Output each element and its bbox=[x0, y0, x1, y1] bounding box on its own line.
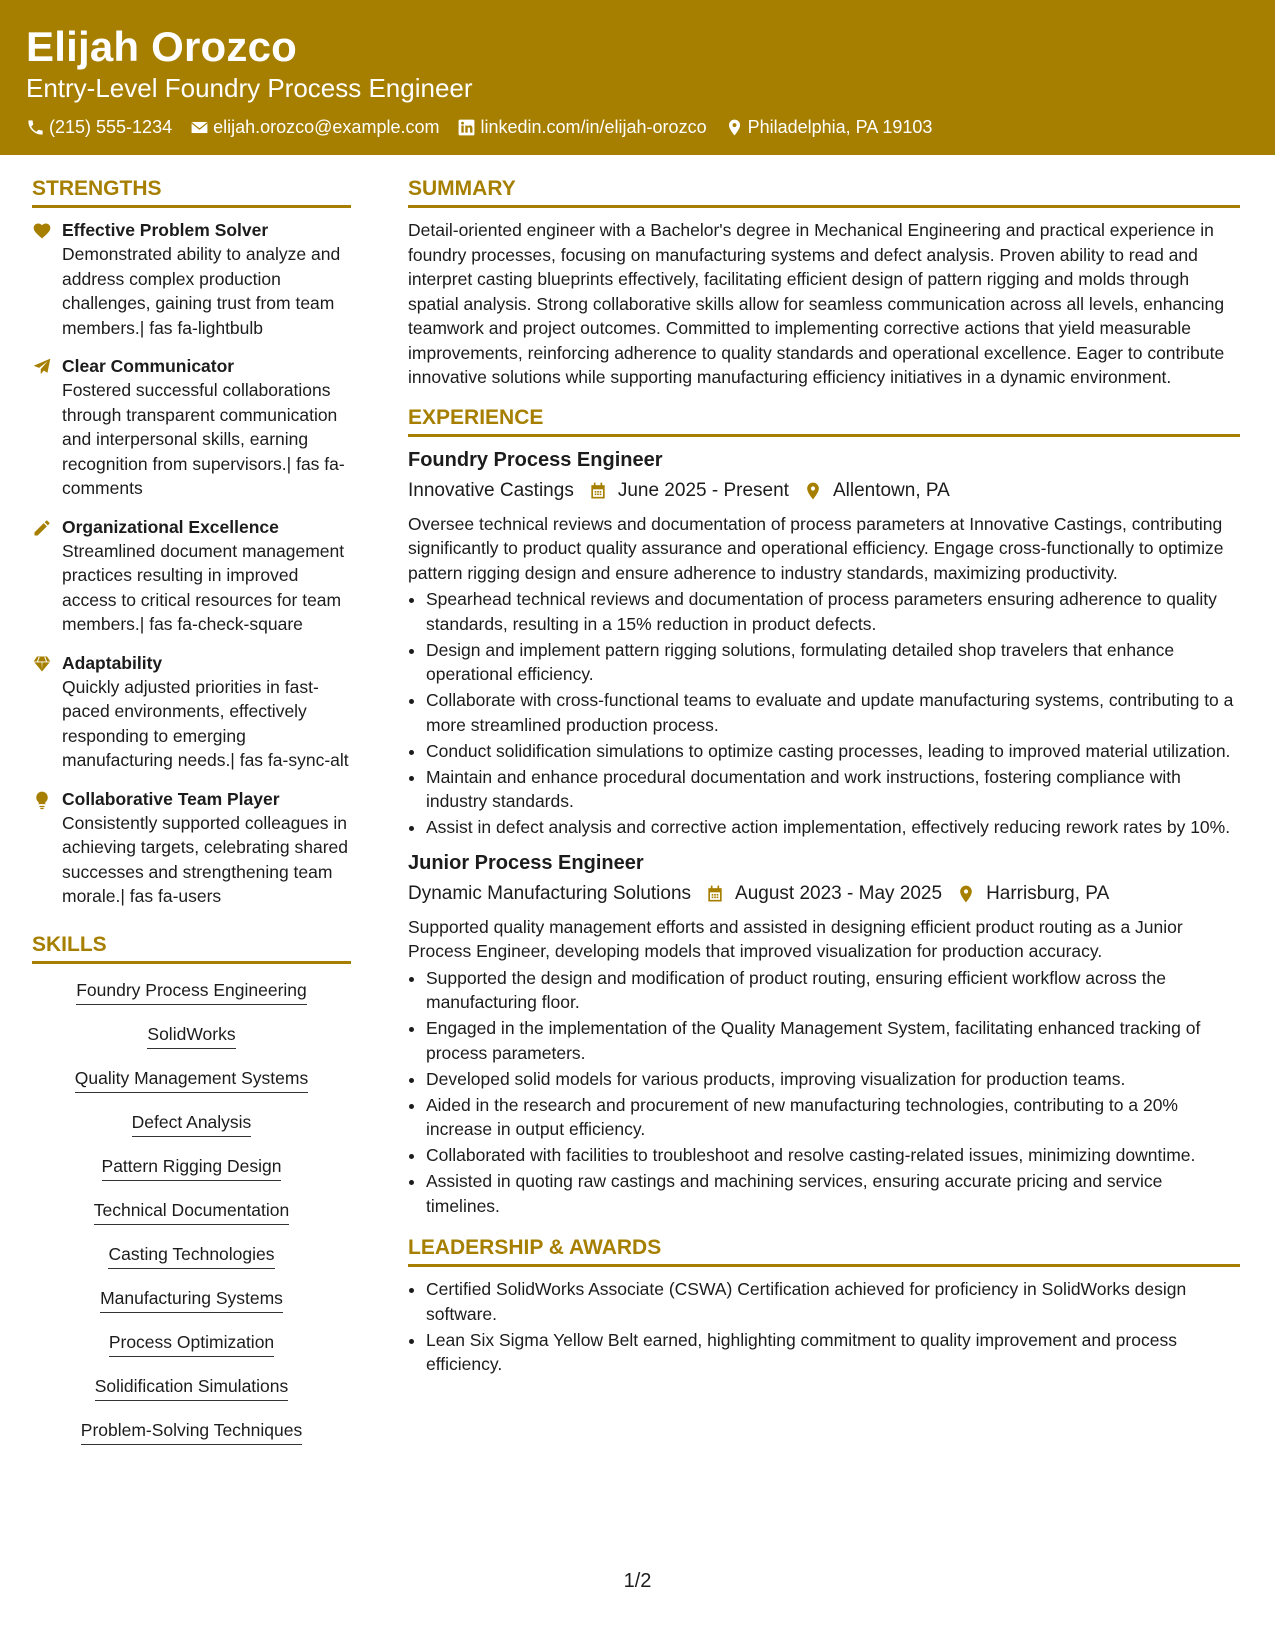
job-bullet: • Supported the design and modification of product routing, ensuring efficient workflow across the manufacturing floor. bbox=[426, 966, 1240, 1015]
skill-tag: Pattern Rigging Design bbox=[102, 1154, 282, 1181]
strength-item bbox=[32, 354, 351, 501]
awards-heading: LEADERSHIP & AWARDS bbox=[408, 1234, 1240, 1267]
job-entry bbox=[408, 447, 1240, 840]
skill-tag: Quality Management Systems bbox=[75, 1066, 308, 1093]
job-meta bbox=[408, 476, 1240, 506]
job-meta bbox=[408, 879, 1240, 909]
lightbulb-icon bbox=[32, 787, 62, 909]
job-bullets bbox=[408, 587, 1240, 840]
strength-item bbox=[32, 218, 351, 340]
strength-name: Collaborative Team Player bbox=[62, 788, 280, 809]
award-item: • Certified SolidWorks Associate (CSWA) Certification achieved for proficiency in SolidWorks design software. bbox=[426, 1277, 1240, 1326]
heart-icon bbox=[32, 218, 62, 340]
skill-tag: Foundry Process Engineering bbox=[76, 978, 307, 1005]
job-bullet: • Conduct solidification simulations to optimize casting processes, leading to improved material utilization. bbox=[426, 739, 1240, 764]
job-location: Harrisburg, PA bbox=[986, 882, 1110, 904]
left-column bbox=[32, 175, 351, 1462]
job-description: Oversee technical reviews and documentation of process parameters at Innovative Castings, contributing significantly to product quality assurance and operational efficiency. Engage cross-functionally to optimize pattern rigging design and ensure adherence to industry standards, maximizing productivity. bbox=[408, 513, 1224, 583]
job-company: Innovative Castings bbox=[408, 479, 574, 501]
skill-tag: Defect Analysis bbox=[132, 1110, 252, 1137]
job-bullet: • Aided in the research and procurement of new manufacturing technologies, contributing to a 20% increase in output efficiency. bbox=[426, 1093, 1240, 1142]
skill-tag: Casting Technologies bbox=[108, 1242, 274, 1269]
contact-linkedin[interactable] bbox=[457, 114, 706, 140]
job-bullet: • Collaborate with cross-functional teams to evaluate and update manufacturing systems, contributing to a more streamlined production process. bbox=[426, 688, 1240, 737]
job-title: Foundry Process Engineer bbox=[408, 448, 663, 471]
strength-name: Effective Problem Solver bbox=[62, 220, 269, 240]
job-dates: August 2023 - May 2025 bbox=[735, 882, 943, 904]
job-company: Dynamic Manufacturing Solutions bbox=[408, 882, 692, 904]
skill-tag: Problem-Solving Techniques bbox=[81, 1418, 302, 1445]
map-marker-icon bbox=[725, 118, 744, 137]
linkedin-icon bbox=[457, 118, 476, 137]
contact-bar bbox=[26, 114, 1249, 140]
calendar-icon bbox=[705, 884, 725, 904]
strength-desc: Demonstrated ability to analyze and address complex production challenges, gaining trust from team members.| fas fa-lightbulb bbox=[62, 244, 341, 338]
skill-tag: Manufacturing Systems bbox=[100, 1286, 283, 1313]
skill-tag: Technical Documentation bbox=[94, 1198, 290, 1225]
job-bullet: • Collaborated with facilities to troubleshoot and resolve casting-related issues, minimizing downtime. bbox=[426, 1143, 1240, 1168]
strengths-heading: STRENGTHS bbox=[32, 175, 351, 208]
job-bullet: • Maintain and enhance procedural documentation and work instructions, fostering compliance with industry standards. bbox=[426, 765, 1240, 814]
skill-tag: SolidWorks bbox=[147, 1022, 235, 1049]
summary-text: Detail-oriented engineer with a Bachelor's degree in Mechanical Engineering and practical experience in foundry processes, focusing on manufacturing systems and defect analysis. Proven ability to read and interpret casting blueprints effectively, facilitating efficient design of pattern rigging and molds through spatial analysis. Strong collaborative skills allow for seamless communication across all levels, enhancing teamwork and project outcomes. Committed to implementing corrective actions that yield measurable improvements, reinforcing adherence to quality standards and operational excellence. Eager to contribute innovative solutions while supporting manufacturing efficiency initiatives in a dynamic environment. bbox=[408, 220, 1225, 387]
job-bullet: • Assisted in quoting raw castings and machining services, ensuring accurate pricing and service timelines. bbox=[426, 1169, 1240, 1218]
page-number: 1/2 bbox=[623, 1570, 652, 1592]
job-entry bbox=[408, 850, 1240, 1219]
calendar-icon bbox=[588, 481, 608, 501]
pencil-icon bbox=[32, 515, 62, 637]
job-bullet: • Spearhead technical reviews and documentation of process parameters ensuring adherence to quality standards, resulting in a 15% reduction in product defects. bbox=[426, 587, 1240, 636]
phone-text: (215) 555-1234 bbox=[49, 117, 173, 137]
job-description: Supported quality management efforts and assisted in designing efficient product routing as a Junior Process Engineer, developing models that improved visualization for production accuracy. bbox=[408, 916, 1183, 961]
job-dates: June 2025 - Present bbox=[617, 479, 789, 501]
skills-heading: SKILLS bbox=[32, 931, 351, 964]
job-bullet: • Developed solid models for various products, improving visualization for production teams. bbox=[426, 1067, 1240, 1092]
job-location: Allentown, PA bbox=[832, 479, 950, 501]
phone-icon bbox=[26, 118, 45, 137]
job-bullet: • Assist in defect analysis and corrective action implementation, effectively reducing rework rates by 10%. bbox=[426, 815, 1240, 840]
contact-location bbox=[725, 114, 933, 140]
strength-item bbox=[32, 651, 351, 773]
job-bullets bbox=[408, 966, 1240, 1219]
awards-list bbox=[408, 1277, 1240, 1377]
strength-desc: Streamlined document management practices resulting in improved access to critical resources for team members.| fas fa-check-square bbox=[62, 540, 345, 634]
skills-list bbox=[32, 978, 351, 1462]
strength-name: Adaptability bbox=[62, 652, 163, 673]
map-marker-icon bbox=[803, 481, 823, 501]
resume-header bbox=[0, 0, 1275, 155]
contact-phone bbox=[26, 114, 172, 140]
candidate-name: Elijah Orozco bbox=[26, 23, 297, 70]
email-text: elijah.orozco@example.com bbox=[213, 117, 440, 137]
skill-tag: Process Optimization bbox=[109, 1330, 274, 1357]
strength-name: Organizational Excellence bbox=[62, 516, 279, 537]
location-text: Philadelphia, PA 19103 bbox=[747, 117, 933, 137]
strength-desc: Quickly adjusted priorities in fast-paced environments, effectively responding to emerging manufacturing needs.| fas fa-sync-alt bbox=[62, 676, 349, 770]
right-column bbox=[408, 175, 1240, 1378]
strength-item bbox=[32, 787, 351, 909]
strength-name: Clear Communicator bbox=[62, 356, 235, 376]
job-bullet: • Engaged in the implementation of the Quality Management System, facilitating enhanced tracking of process parameters. bbox=[426, 1016, 1240, 1065]
linkedin-text: linkedin.com/in/elijah-orozco bbox=[480, 117, 707, 137]
candidate-title: Entry-Level Foundry Process Engineer bbox=[26, 73, 473, 103]
strength-desc: Consistently supported colleagues in achieving targets, celebrating shared successes and strengthening team morale.| fas fa-users bbox=[62, 812, 349, 906]
map-marker-icon bbox=[956, 884, 976, 904]
envelope-icon bbox=[190, 118, 209, 137]
skill-tag: Solidification Simulations bbox=[95, 1374, 289, 1401]
experience-heading: EXPERIENCE bbox=[408, 404, 1240, 437]
job-bullet: • Design and implement pattern rigging solutions, formulating detailed shop travelers that enhance operational efficiency. bbox=[426, 638, 1240, 687]
job-title: Junior Process Engineer bbox=[408, 851, 644, 874]
award-item: • Lean Six Sigma Yellow Belt earned, highlighting commitment to quality improvement and process efficiency. bbox=[426, 1328, 1240, 1377]
summary-heading: SUMMARY bbox=[408, 175, 1240, 208]
gem-icon bbox=[32, 651, 62, 773]
paper-plane-icon bbox=[32, 354, 62, 501]
strength-item bbox=[32, 515, 351, 637]
strength-desc: Fostered successful collaborations through transparent communication and interpersonal skills, earning recognition from supervisors.| fas fa-comments bbox=[62, 380, 345, 498]
contact-email[interactable] bbox=[190, 114, 439, 140]
